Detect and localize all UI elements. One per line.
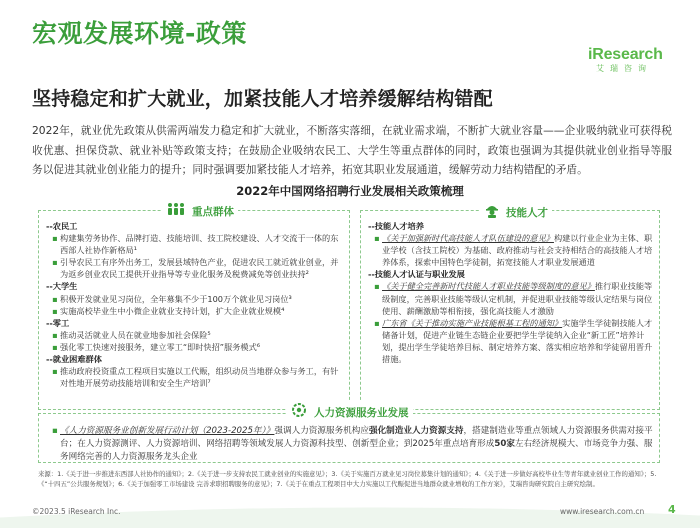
policy-doc-name: 《关于加强新时代高技能人才队伍建设的意见》 [382, 233, 554, 244]
policy-doc-text: 推行职业技能等级制度，完善职业技能等级认定机制，并促进职业技能等级认定结果与岗位使用、薪酬激励等相衔接，强化高技能人才激励 [382, 281, 653, 316]
list-item [368, 232, 654, 268]
policy-text-2: ，搭建制造业等重点领域人力资源服务供需对接平台；在人力资源测评、人力资源培训、网络招聘等领域发展人力资源科技型、创新型企业；到2025年重点培育形成 [60, 426, 653, 449]
section-heading: --就业困难群体 [46, 354, 102, 365]
policy-doc-text: 实施学生学徒制技能人才储备计划，促进产业链生态链企业要把学生学徒纳入企业“新工匠”培养计划，提出学生学徒培养目标、制定培养方案、落实相应培养和学徒留用晋升措施。 [382, 317, 653, 365]
section-heading: --农民工 [46, 221, 78, 231]
section-heading: --技能人才培养 [368, 221, 424, 231]
skilled-talent-title: 技能人才 [506, 206, 548, 219]
list-item: ▪ 实施高校毕业生中小微企业就业支持计划，扩大企业就业规模⁴ [46, 305, 344, 317]
section-heading: --大学生 [46, 281, 78, 292]
policy-text-3: 左右经济规模大、市场竞争力强、服务网络完善的人力资源服务龙头企业 [60, 439, 653, 462]
policy-doc-name: 广东省《关于推动实施产业技能根基工程的通知》 [382, 317, 563, 328]
footer-website: www.iresearch.com.cn [560, 507, 645, 516]
policy-highlight-2: 50家 [494, 439, 515, 449]
people-icon [166, 202, 186, 220]
skilled-talent-heading [480, 202, 552, 222]
key-groups-content [46, 220, 344, 389]
list-item: ▪ 引导农民工有序外出务工，发展县域特色产业，促进农民工就近就业创业，并为返乡创业农民工提供开业指导等专业化服务及税费减免等创业扶持² [46, 256, 344, 280]
policy-doc-name: 《人力资源服务业创新发展行动计划（2023-2025年）》 [60, 426, 275, 436]
logo-sub-text: 艾瑞咨询 [596, 64, 652, 73]
list-item [368, 317, 654, 365]
page-number: 4 [668, 503, 676, 516]
logo-main-text: iResearch [588, 46, 663, 63]
list-item: ▪ 强化零工快速对接服务，建立零工“即时快招”服务模式⁶ [46, 341, 344, 353]
hr-service-title: 人力资源服务业发展 [314, 406, 409, 419]
list-item: ▪ 积极开发就业见习岗位，全年募集不少于100万个就业见习岗位³ [46, 293, 344, 305]
key-groups-heading [162, 202, 238, 220]
iresearch-logo [588, 46, 668, 74]
policy-doc-text: 构建以行业企业为主体、职业学校（含技工院校）为基础、政府推动与社会支持相结合的高技能人才培养体系，探索中国特色学徒制，拓宽技能人才职业发展通道 [382, 233, 653, 268]
policy-highlight-1: 强化制造业人力资源支持 [368, 426, 464, 436]
page-title: 宏观发展环境-政策 [32, 19, 247, 48]
policy-doc-name: 《关于健全完善新时代技能人才职业技能等级制度的意见》 [382, 281, 595, 292]
gear-people-icon [290, 402, 308, 422]
list-item: ▪ 推动政府投资重点工程项目实施以工代赈，组织动员当地群众参与务工，有针对性地开展劳动技能培训和安全生产培训⁷ [46, 365, 344, 389]
hr-service-heading [286, 402, 413, 422]
section-heading: --技能人才认证与职业发展 [368, 269, 465, 280]
policy-box-title: 2022年中国网络招聘行业发展相关政策梳理 [236, 184, 464, 198]
worker-helmet-icon [484, 202, 500, 222]
list-item [368, 280, 654, 316]
key-groups-title: 重点群体 [192, 205, 234, 218]
skilled-talent-content [368, 220, 654, 365]
section-heading: --零工 [46, 317, 70, 328]
policy-text-1: 强调人力资源服务机构应 [274, 426, 369, 436]
list-item: ▪ 推动灵活就业人员在就业地参加社会保险⁵ [46, 329, 344, 341]
list-item: ▪ 构建集劳务协作、品牌打造、技能培训、技工院校建设、人才交流于一体的东西部人社协作新格局¹ [46, 232, 344, 256]
source-notes: 来源：1.《关于进一步推进东西部人社协作的通知》；2.《关于进一步支持农民工就业创业的实施意见》；3.《关于实施百万就业见习岗位募集计划的通知》；4.《关于进一步做好高校毕业生等青年就业创业工作的通知》；5.《“十四五”公共服务规划》；6.《关于加强零工市场建设 完善求职招聘服务的意见》；7.《关于在重点工程项目中大力实施以工代赈促进当地群众就业增收的工作方案》，艾瑞咨询研究院自主研究绘制。 [38, 470, 657, 488]
page-subtitle: 坚持稳定和扩大就业，加紧技能人才培养缓解结构错配 [32, 88, 493, 110]
hr-service-content [46, 425, 654, 464]
list-item [46, 425, 654, 464]
footer-copyright: ©2023.5 iResearch Inc. [32, 507, 121, 516]
intro-paragraph: 2022年，就业优先政策从供需两端发力稳定和扩大就业，不断落实落细，在就业需求端，不断扩大就业容量——企业吸纳就业可获得税收优惠、担保贷款、就业补贴等政策支持；在鼓励企业吸纳农民工、大学生等重点群体的同时，政策也强调为其提供就业创业指导等服务以促进其就业创业能力的提升；同时强调要加紧技能人才培养，拓宽其职业发展通道，缓解劳动力结构错配的矛盾。 [32, 124, 672, 177]
